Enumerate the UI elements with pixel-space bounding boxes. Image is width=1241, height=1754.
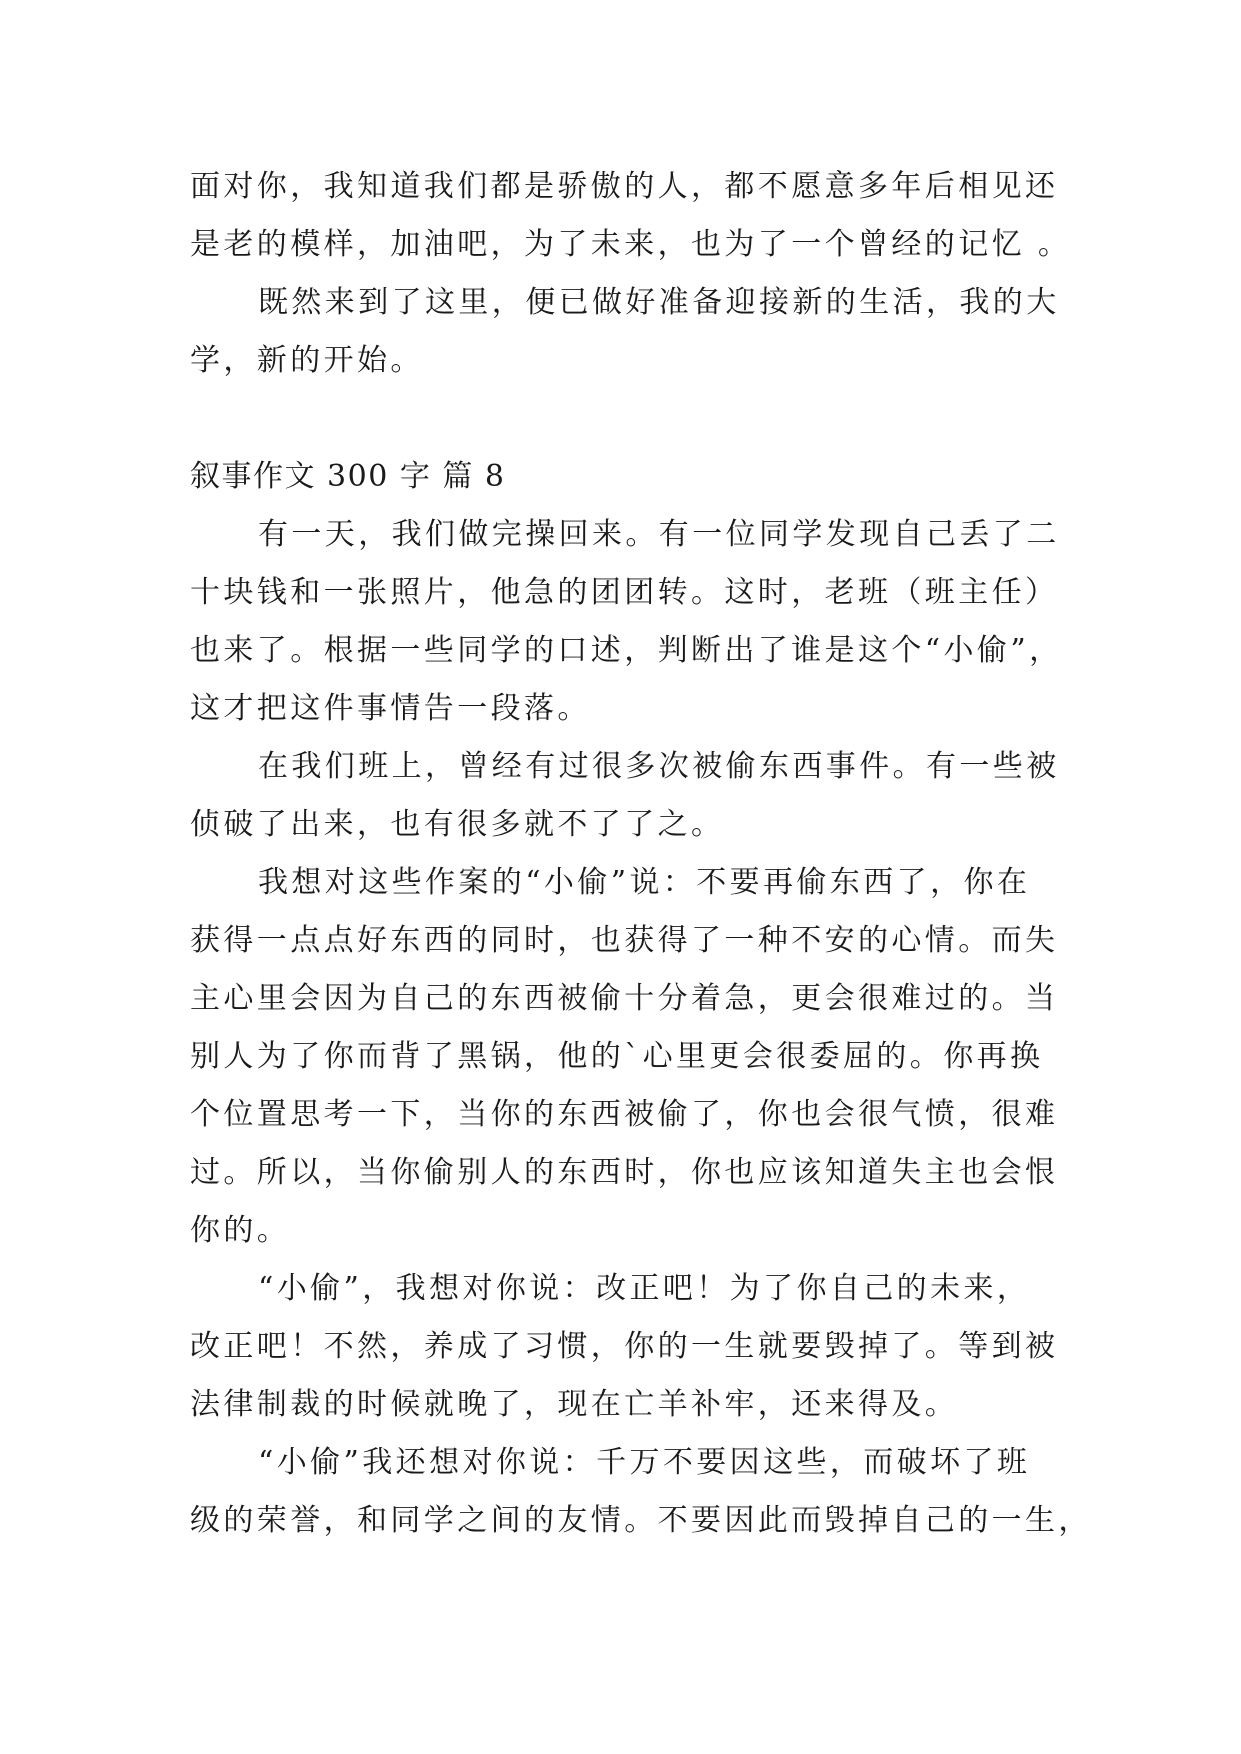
text-line: 我想对这些作案的“小偷”说：不要再偷东西了，你在 bbox=[258, 865, 1031, 900]
text-line: 这才把这件事情告一段落。 bbox=[190, 691, 591, 726]
text-line: 法律制裁的时候就晚了，现在亡羊补牢，还来得及。 bbox=[190, 1387, 959, 1422]
text-line: 侦破了出来，也有很多就不了了之。 bbox=[190, 807, 725, 842]
section-gap bbox=[190, 390, 1060, 448]
text-line: “小偷”我还想对你说：千万不要因这些，而破坏了班 bbox=[258, 1445, 1031, 1480]
text-line: 在我们班上，曾经有过很多次被偷东西事件。有一些被 bbox=[258, 749, 1060, 784]
text-line: 个位置思考一下，当你的东西被偷了，你也会很气愤，很难 bbox=[190, 1097, 1059, 1132]
text-line: 获得一点点好东西的同时，也获得了一种不安的心情。而失 bbox=[190, 923, 1059, 958]
paragraph-2 bbox=[190, 738, 1060, 854]
paragraph-3 bbox=[190, 854, 1060, 1260]
paragraph-prev-2 bbox=[190, 274, 1060, 390]
text-line: 你的。 bbox=[190, 1213, 291, 1248]
document-page bbox=[190, 158, 1092, 1550]
text-line: 改正吧！不然，养成了习惯，你的一生就要毁掉了。等到被 bbox=[190, 1329, 1059, 1364]
text-line: 既然来到了这里，便已做好准备迎接新的生活，我的大 bbox=[258, 285, 1060, 320]
section-title: 叙事作文 300 字 篇 8 bbox=[190, 459, 506, 494]
paragraph-1 bbox=[190, 506, 1063, 738]
paragraph-4 bbox=[190, 1260, 1060, 1434]
text-line: 是老的模样，加油吧，为了未来，也为了一个曾经的记忆 。 bbox=[190, 227, 1072, 262]
paragraph-prev-1 bbox=[190, 158, 1072, 274]
text-line: “小偷”，我想对你说：改正吧！为了你自己的未来， bbox=[258, 1271, 1031, 1306]
text-line: 十块钱和一张照片，他急的团团转。这时，老班（班主任） bbox=[190, 575, 1059, 610]
text-line: 别人为了你而背了黑锅，他的`心里更会很委屈的。你再换 bbox=[190, 1039, 1044, 1074]
text-line: 面对你，我知道我们都是骄傲的人，都不愿意多年后相见还 bbox=[190, 169, 1059, 204]
text-line: 过。所以，当你偷别人的东西时，你也应该知道失主也会恨 bbox=[190, 1155, 1059, 1190]
text-line: 也来了。根据一些同学的口述，判断出了谁是这个“小偷”， bbox=[190, 633, 1063, 668]
text-line: 有一天，我们做完操回来。有一位同学发现自己丢了二 bbox=[258, 517, 1060, 552]
text-line: 主心里会因为自己的东西被偷十分着急，更会很难过的。当 bbox=[190, 981, 1059, 1016]
paragraph-5 bbox=[190, 1434, 1092, 1550]
text-line: 级的荣誉，和同学之间的友情。不要因此而毁掉自己的一生， bbox=[190, 1503, 1092, 1538]
text-line: 学，新的开始。 bbox=[190, 343, 424, 378]
